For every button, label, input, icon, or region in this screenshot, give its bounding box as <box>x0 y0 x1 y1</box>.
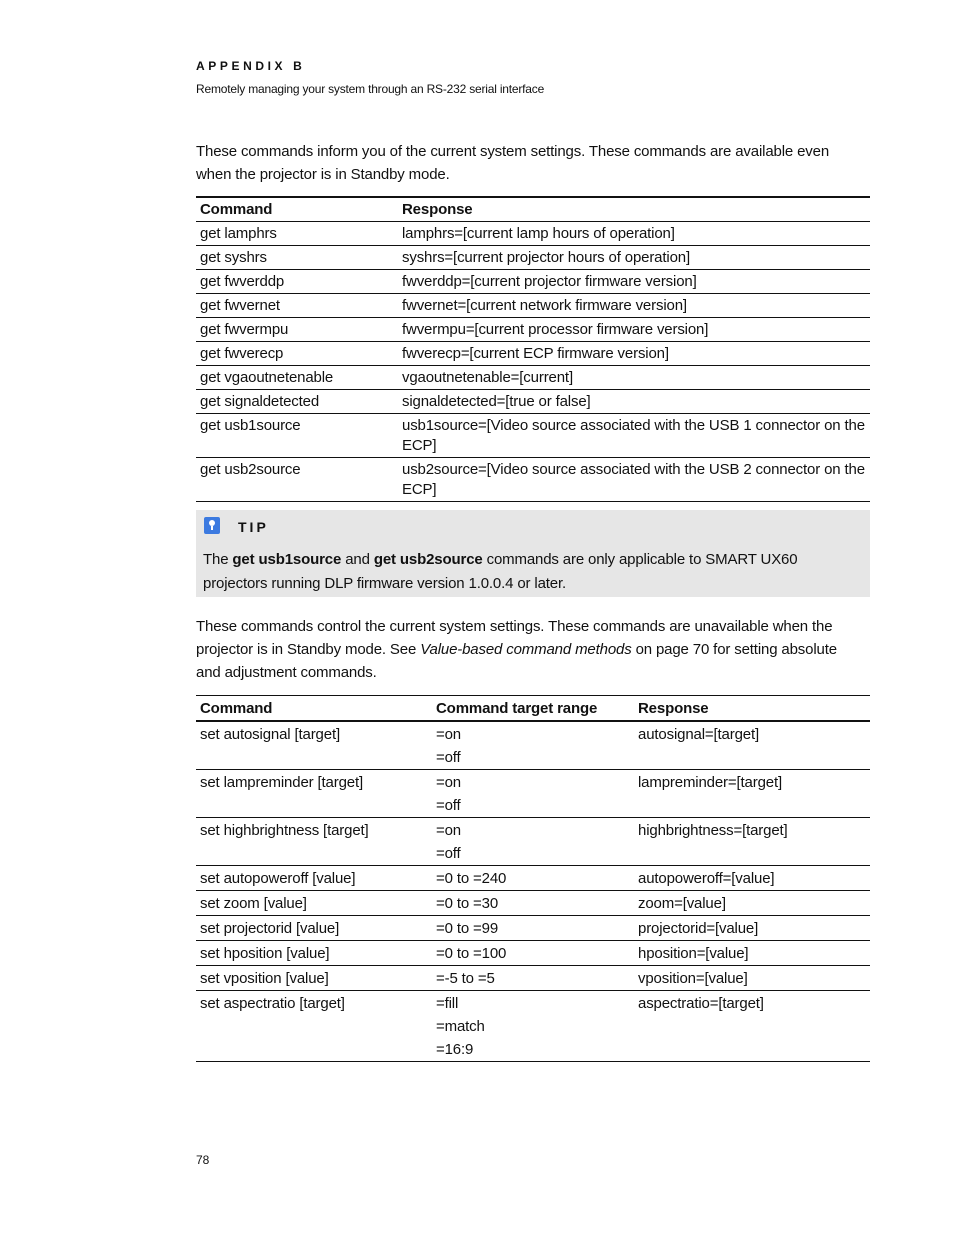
column-header-range: Command target range <box>436 700 598 717</box>
table-row <box>196 366 870 390</box>
range-value: =off <box>436 749 461 766</box>
table-row <box>196 891 870 916</box>
range-cell <box>432 916 634 941</box>
tip-text-part: The <box>203 551 233 568</box>
response-cell: projectorid=[value] <box>638 920 759 937</box>
command-cell: get fwverddp <box>200 273 285 290</box>
table-row <box>196 966 870 991</box>
command-cell: get usb1source <box>200 417 301 434</box>
table-row <box>196 941 870 966</box>
table-row <box>196 721 870 770</box>
range-value: =0 to =99 <box>436 920 499 937</box>
range-value: =16:9 <box>436 1041 474 1058</box>
command-cell: set lampreminder [target] <box>200 774 363 791</box>
column-header-command: Command <box>200 700 273 717</box>
range-value: =on <box>436 774 461 791</box>
tip-text-part: commands are only applicable to SMART UX60 projectors running DLP firmware version 1.0.0.4 or later. <box>203 551 798 592</box>
response-cell: highbrightness=[target] <box>638 822 788 839</box>
lightbulb-icon <box>204 517 220 534</box>
column-header-response: Response <box>638 700 709 717</box>
table-row <box>196 991 870 1062</box>
range-cell <box>432 966 634 991</box>
tip-label: TIP <box>238 519 269 535</box>
table-header-row <box>196 696 870 722</box>
set-commands-table <box>196 695 870 1062</box>
table-row <box>196 458 870 502</box>
command-cell: get signaldetected <box>200 393 320 410</box>
response-cell: fwverecp=[current ECP firmware version] <box>402 345 669 362</box>
command-cell: set zoom [value] <box>200 895 307 912</box>
response-cell: aspectratio=[target] <box>638 995 764 1012</box>
column-header-command: Command <box>200 201 273 218</box>
tip-command-usb2: get usb2source <box>373 551 483 568</box>
range-cell <box>432 866 634 891</box>
response-cell: usb1source=[Video source associated with the USB 1 connector on the ECP] <box>402 417 865 454</box>
command-cell: set projectorid [value] <box>200 920 340 937</box>
tip-text-part: and <box>341 551 374 568</box>
range-cell <box>432 721 634 770</box>
command-cell: get syshrs <box>200 249 267 266</box>
table-row <box>196 222 870 246</box>
range-cell <box>432 991 634 1062</box>
command-cell: set autosignal [target] <box>200 726 340 743</box>
response-cell: fwverddp=[current projector firmware version] <box>402 273 697 290</box>
table-row <box>196 818 870 866</box>
command-cell: set aspectratio [target] <box>200 995 345 1012</box>
table-row <box>196 866 870 891</box>
value-based-methods-link[interactable]: Value-based command methods <box>420 641 632 658</box>
range-value: =-5 to =5 <box>436 970 495 987</box>
range-value: =0 to =240 <box>436 870 507 887</box>
command-cell: get usb2source <box>200 461 301 478</box>
table-row <box>196 270 870 294</box>
table-row <box>196 390 870 414</box>
command-cell: get fwvernet <box>200 297 280 314</box>
table-row <box>196 246 870 270</box>
appendix-heading: APPENDIX B <box>196 59 306 73</box>
response-cell: vposition=[value] <box>638 970 748 987</box>
range-value: =fill <box>436 995 459 1012</box>
range-value: =on <box>436 822 461 839</box>
table-row <box>196 318 870 342</box>
intro-paragraph-get: These commands inform you of the current system settings. These commands are available even when the projector is in Standby mode. <box>196 143 830 183</box>
intro-text-part: on page 70 for setting absolute and adjustment commands. <box>196 641 837 681</box>
command-cell: get lamphrs <box>200 225 277 242</box>
response-cell: fwvermpu=[current processor firmware version] <box>402 321 709 338</box>
range-cell <box>432 818 634 866</box>
command-cell: get vgaoutnetenable <box>200 369 334 386</box>
response-cell: vgaoutnetenable=[current] <box>402 369 573 386</box>
table-header-row <box>196 197 870 222</box>
get-commands-table <box>196 196 870 502</box>
table-row <box>196 294 870 318</box>
column-header-response: Response <box>402 201 473 218</box>
range-value: =0 to =30 <box>436 895 499 912</box>
response-cell: autopoweroff=[value] <box>638 870 775 887</box>
range-cell <box>432 770 634 818</box>
command-cell: set autopoweroff [value] <box>200 870 356 887</box>
response-cell: syshrs=[current projector hours of operation] <box>402 249 690 266</box>
table-row <box>196 342 870 366</box>
response-cell: signaldetected=[true or false] <box>402 393 591 410</box>
range-cell <box>432 941 634 966</box>
response-cell: hposition=[value] <box>638 945 749 962</box>
table-row <box>196 770 870 818</box>
response-cell: zoom=[value] <box>638 895 726 912</box>
intro-paragraph-set <box>196 615 860 684</box>
range-value: =match <box>436 1018 485 1035</box>
table-row <box>196 916 870 941</box>
page-number: 78 <box>196 1153 210 1167</box>
range-value: =on <box>436 726 461 743</box>
table-row <box>196 414 870 458</box>
chapter-subtitle: Remotely managing your system through an RS-232 serial interface <box>196 82 545 96</box>
range-value: =off <box>436 845 461 862</box>
range-cell <box>432 891 634 916</box>
command-cell: get fwvermpu <box>200 321 289 338</box>
tip-text <box>203 548 843 596</box>
response-cell: autosignal=[target] <box>638 726 759 743</box>
command-cell: set vposition [value] <box>200 970 329 987</box>
response-cell: lampreminder=[target] <box>638 774 783 791</box>
command-cell: get fwverecp <box>200 345 284 362</box>
range-value: =off <box>436 797 461 814</box>
command-cell: set hposition [value] <box>200 945 330 962</box>
tip-box <box>196 510 870 597</box>
range-value: =0 to =100 <box>436 945 507 962</box>
intro-text-part: These commands control the current system settings. These commands are unavailable when the projector is in Standby mode. See <box>196 618 833 658</box>
tip-command-usb1: get usb1source <box>232 551 342 568</box>
response-cell: fwvernet=[current network firmware version] <box>402 297 687 314</box>
response-cell: usb2source=[Video source associated with the USB 2 connector on the ECP] <box>402 461 865 498</box>
response-cell: lamphrs=[current lamp hours of operation] <box>402 225 675 242</box>
command-cell: set highbrightness [target] <box>200 822 369 839</box>
